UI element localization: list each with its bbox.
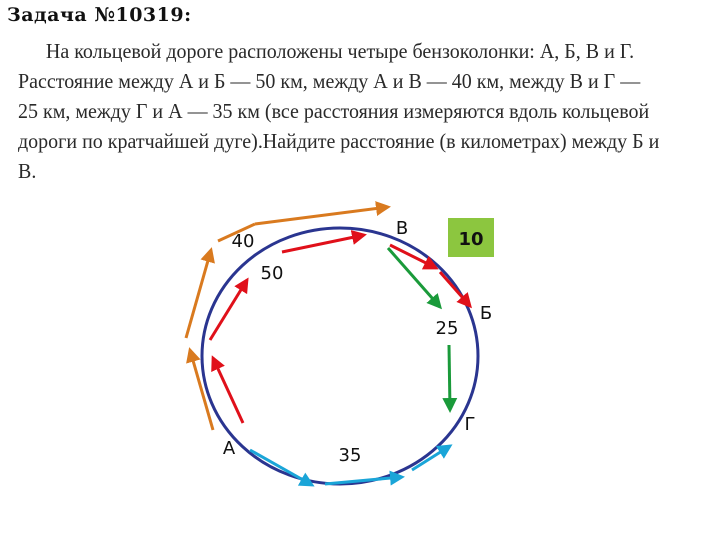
distance-label-av: 40: [231, 231, 255, 252]
point-label-v: В: [395, 218, 409, 239]
distance-label-ab: 50: [260, 263, 284, 284]
arc-a-to-v: [186, 207, 388, 430]
distance-label-vg: 25: [435, 318, 459, 339]
distance-label-ga: 35: [338, 445, 362, 466]
point-label-a: А: [222, 438, 236, 459]
point-label-b: Б: [479, 303, 493, 324]
answer-value: 10: [458, 229, 484, 250]
slide-title: Задача №10319:: [7, 4, 192, 26]
point-label-g: Г: [464, 414, 476, 435]
arc-a-to-b: [210, 235, 470, 423]
problem-text: На кольцевой дороге расположены четыре бензоколонки: А, Б, В и Г. Расстояние между А и Б — 50 км, между А и В — 40 км, между В и Г — 25 км, между Г и А — 35 км (все расстояния измеряются вдоль кольцевой дороги по кратчайшей дуге).Найдите расстояние (в километрах) между Б и В.: [18, 39, 660, 183]
